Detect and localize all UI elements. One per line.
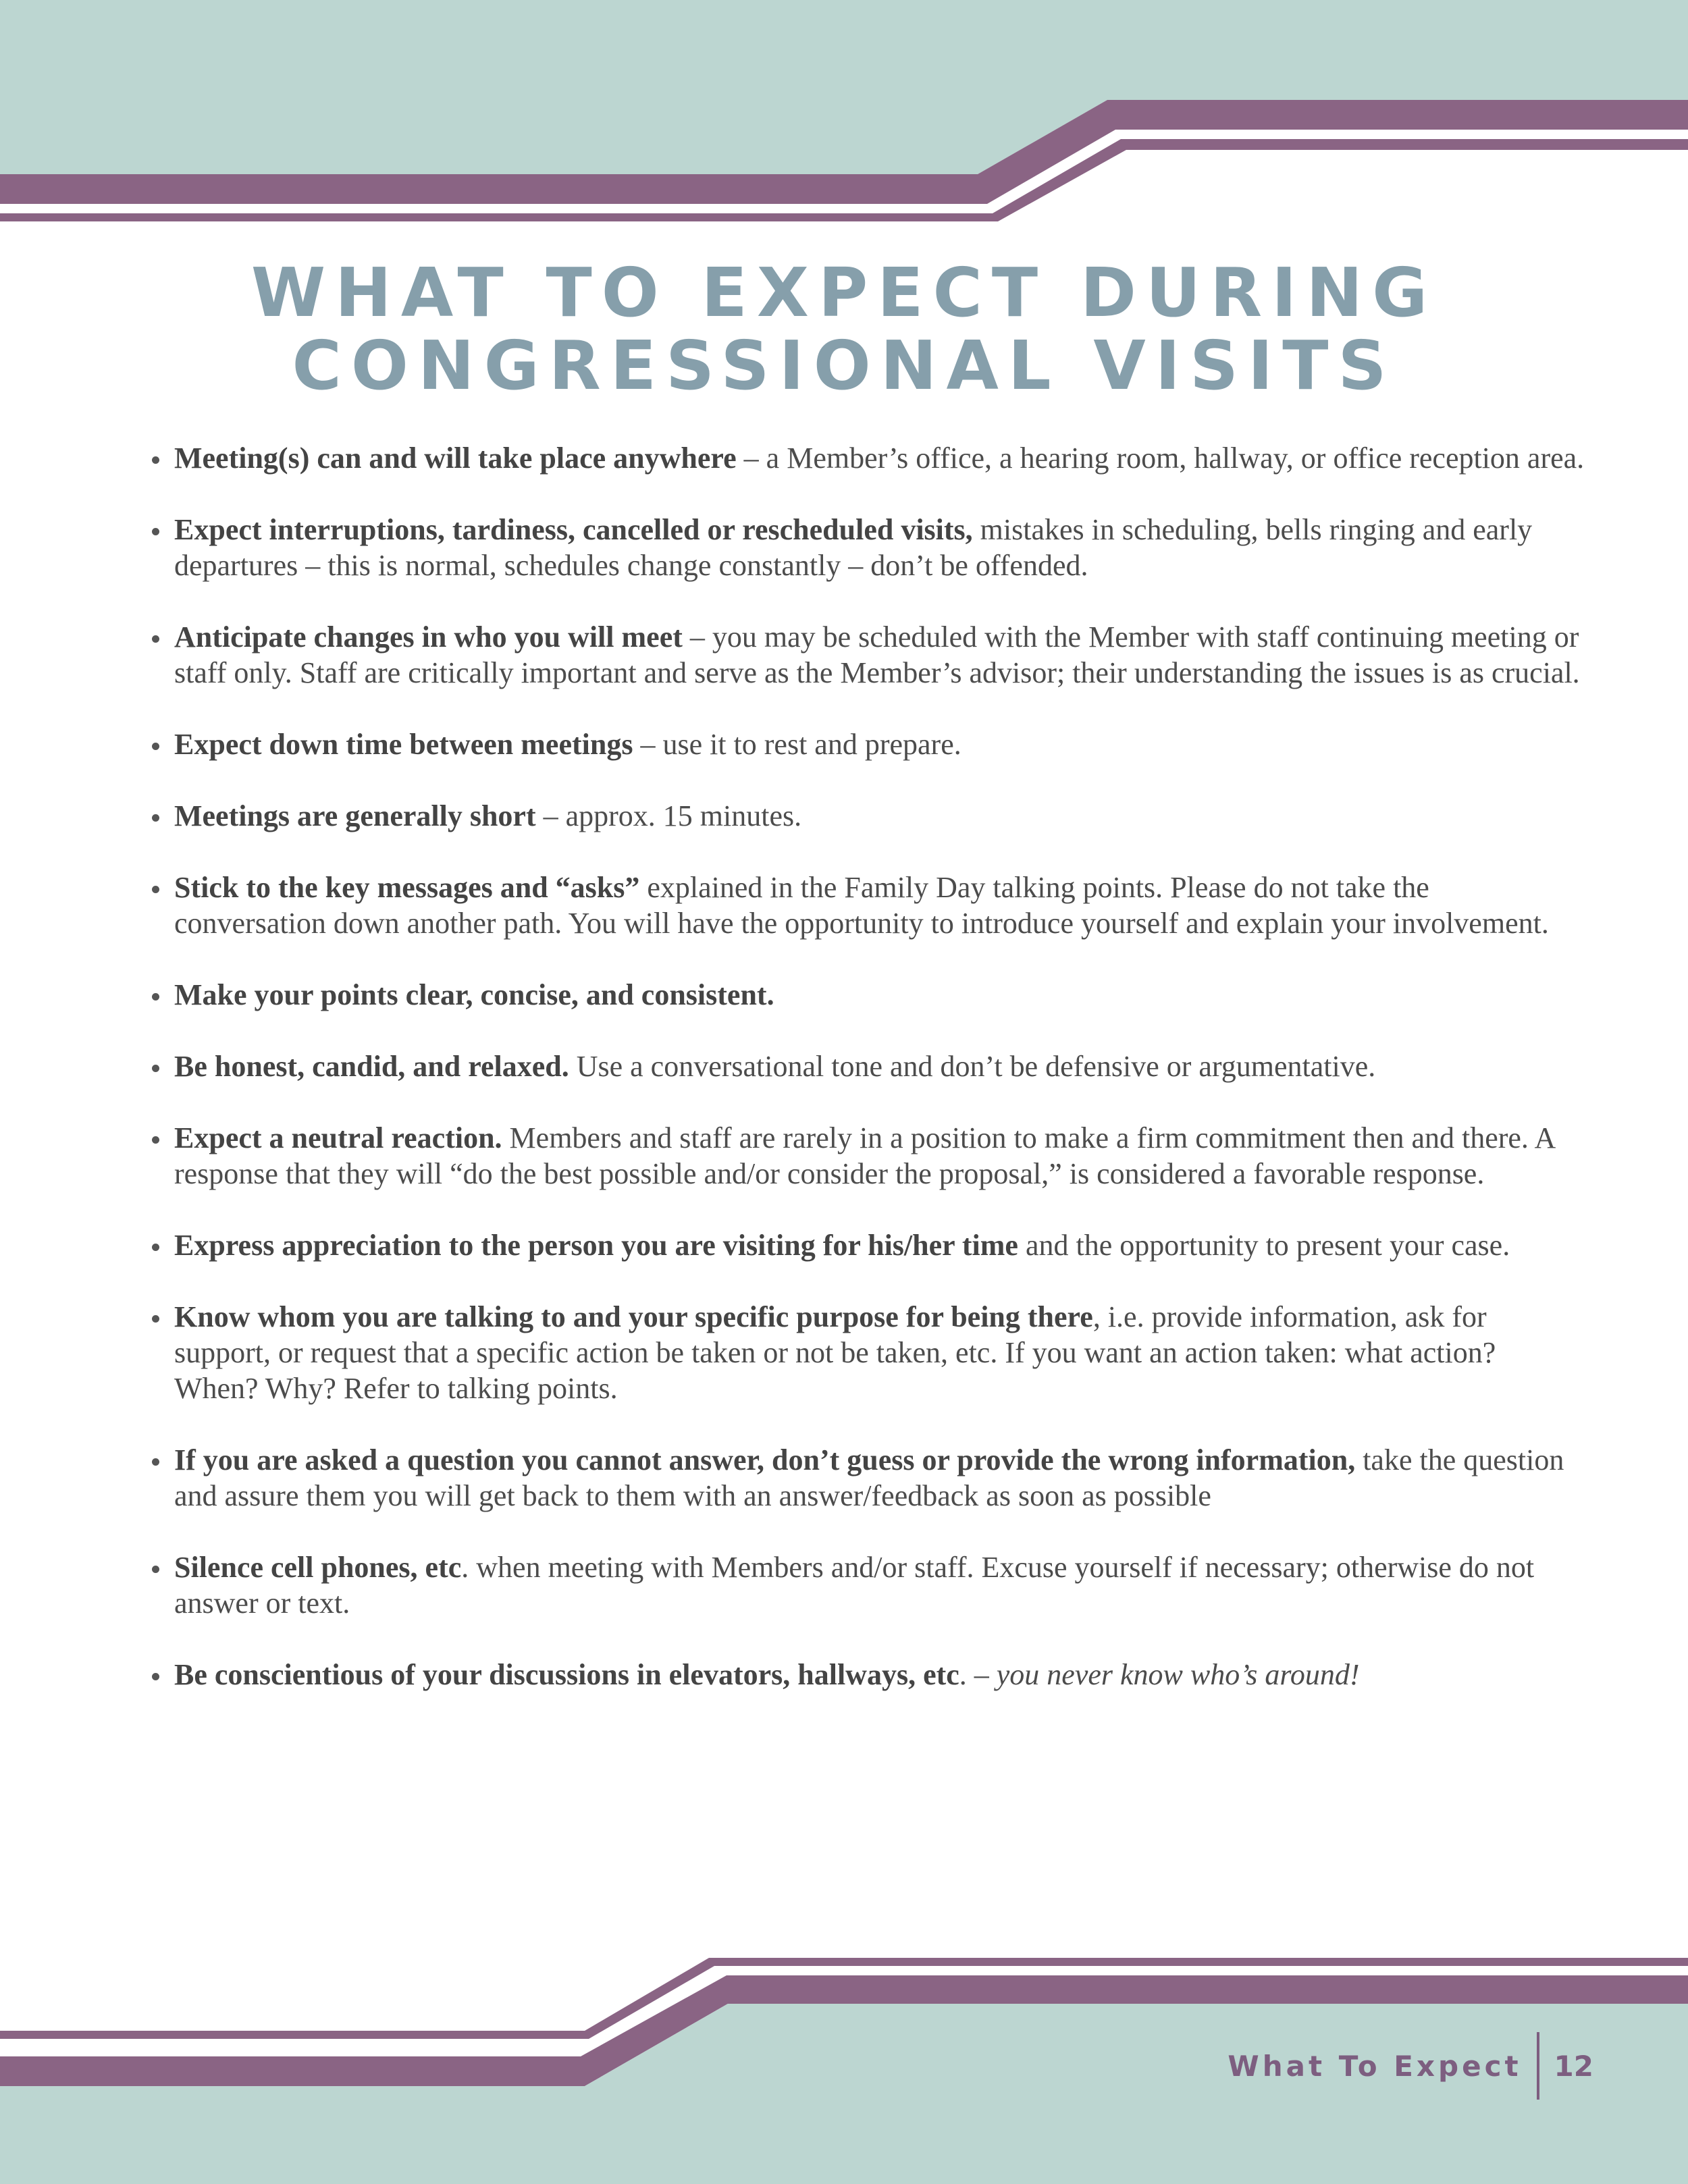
tip-heading: Stick to the key messages and “asks”	[174, 871, 640, 904]
tip-text: – you may be scheduled with the Member with staff continuing meeting or staff only. Staff are critically important and serve as the Member’s advisor; their understanding the issues is as crucial.	[174, 620, 1580, 689]
tip-text: – use it to rest and prepare.	[633, 728, 961, 761]
page-number: 12	[1554, 2049, 1593, 2083]
page-footer	[1228, 2032, 1593, 2100]
tip-text: – approx. 15 minutes.	[535, 799, 802, 832]
tip-item	[149, 1657, 1587, 1693]
tip-item	[149, 1299, 1587, 1406]
tip-heading: Expect down time between meetings	[174, 728, 633, 761]
footer-section-label: What To Expect	[1228, 2049, 1522, 2083]
tip-item	[149, 726, 1587, 762]
tip-item	[149, 977, 1587, 1013]
tip-item	[149, 1227, 1587, 1263]
tip-heading: Silence cell phones, etc	[174, 1551, 462, 1584]
tip-heading: If you are asked a question you cannot answer, don’t guess or provide the wrong information,	[174, 1443, 1356, 1476]
tip-item	[149, 798, 1587, 834]
tip-heading: Express appreciation to the person you are visiting for his/her time	[174, 1229, 1018, 1262]
page-title	[135, 253, 1553, 405]
tip-heading: Make your points clear, concise, and consistent.	[174, 978, 774, 1011]
tip-item	[149, 870, 1587, 941]
tip-text: and the opportunity to present your case.	[1018, 1229, 1510, 1262]
tip-item	[149, 440, 1587, 476]
tip-item	[149, 512, 1587, 583]
tip-text: explained in the Family Day talking points. Please do not take the conversation down another path. You will have the opportunity to introduce yourself and explain your involvement.	[174, 871, 1549, 940]
page-title-line-2: CONGRESSIONAL VISITS	[292, 326, 1396, 405]
tip-heading: Meeting(s) can and will take place anywhere	[174, 442, 737, 475]
tip-text: . when meeting with Members and/or staff. Excuse yourself if necessary; otherwise do not answer or text.	[174, 1551, 1535, 1620]
tip-heading: Anticipate changes in who you will meet	[174, 620, 683, 654]
header-band	[0, 0, 1688, 230]
tip-text: mistakes in scheduling, bells ringing and early departures – this is normal, schedules change constantly – don’t be offended.	[174, 513, 1533, 582]
tip-heading: Know whom you are talking to and your specific purpose for being there	[174, 1300, 1093, 1333]
tip-heading: Expect interruptions, tardiness, cancelled or rescheduled visits,	[174, 513, 973, 546]
tip-heading: Expect a neutral reaction.	[174, 1121, 502, 1154]
tip-text: Members and staff are rarely in a position to make a firm commitment then and there. A response that they will “do the best possible and/or consider the proposal,” is considered a favorable response.	[174, 1121, 1554, 1190]
tip-item	[149, 1120, 1587, 1192]
tip-text: . –	[959, 1658, 997, 1691]
tip-item	[149, 619, 1587, 691]
tip-heading: Be honest, candid, and relaxed.	[174, 1050, 569, 1083]
tip-text: Use a conversational tone and don’t be defensive or argumentative.	[569, 1050, 1376, 1083]
tip-item	[149, 1549, 1587, 1621]
tip-item	[149, 1442, 1587, 1514]
page-title-line-1: WHAT TO EXPECT DURING	[250, 253, 1438, 332]
tip-italic-text: you never know who’s around!	[996, 1658, 1360, 1691]
tip-text: – a Member’s office, a hearing room, hallway, or office reception area.	[736, 442, 1585, 475]
tip-text: , i.e. provide information, ask for support, or request that a specific action be taken or not be taken, etc. If you want an action taken: what action? When? Why? Refer to talking points.	[174, 1300, 1496, 1405]
tip-heading: Be conscientious of your discussions in elevators, hallways, etc	[174, 1658, 959, 1691]
tip-text: take the question and assure them you will get back to them with an answer/feedback as soon as possible	[174, 1443, 1564, 1512]
tips-list	[149, 440, 1587, 1693]
tip-item	[149, 1048, 1587, 1084]
tip-heading: Meetings are generally short	[174, 799, 536, 832]
